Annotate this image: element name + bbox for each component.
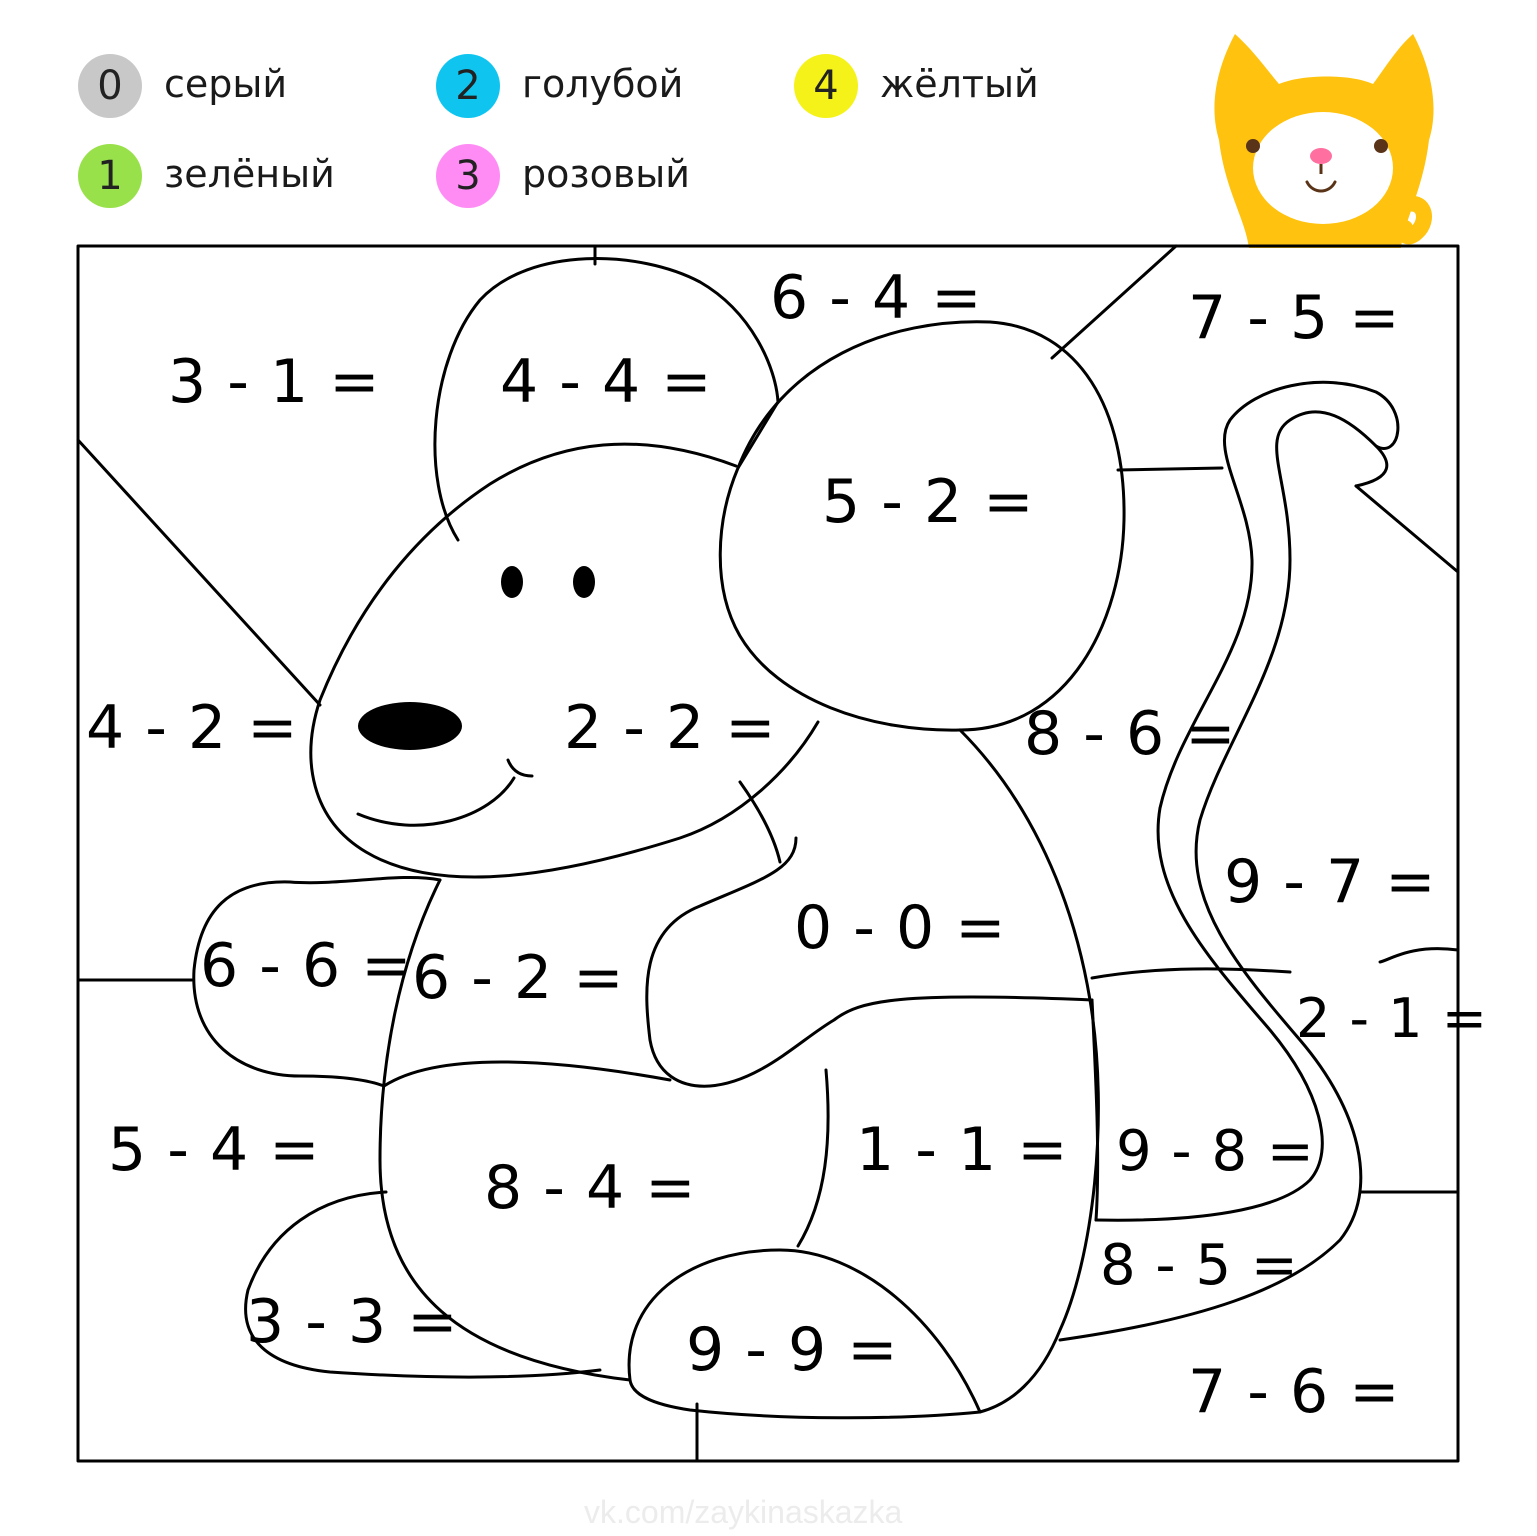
divider-top-right <box>1052 246 1176 358</box>
equation-9: 9 - 7 = <box>1224 847 1437 917</box>
mouse-head <box>311 444 818 877</box>
mouse-smile-dimple <box>508 760 532 776</box>
equation-12: 6 - 2 = <box>412 943 625 1013</box>
legend-label-pink: розовый <box>522 152 690 196</box>
divider-right-ear <box>1118 468 1222 470</box>
equation-13: 2 - 1 = <box>1296 987 1488 1050</box>
equation-3: 6 - 4 = <box>770 263 983 333</box>
color-swatch-pink: 3 <box>436 144 500 208</box>
equation-10: 0 - 0 = <box>794 893 1007 963</box>
equation-15: 1 - 1 = <box>856 1115 1069 1185</box>
equation-19: 3 - 3 = <box>246 1287 459 1357</box>
mouse-eye-right <box>573 566 595 598</box>
mouse-eye-left <box>501 566 523 598</box>
legend-label-yellow: жёлтый <box>880 62 1039 106</box>
mouse-body-right <box>960 730 1098 1412</box>
equation-8: 8 - 6 = <box>1024 699 1237 769</box>
equation-5: 5 - 2 = <box>822 467 1035 537</box>
legend-label-gray: серый <box>164 62 288 106</box>
equation-21: 7 - 6 = <box>1188 1357 1401 1427</box>
divider-left-diagonal <box>78 440 320 705</box>
equation-6: 4 - 2 = <box>86 693 299 763</box>
mouse-belly-line <box>384 1062 670 1086</box>
equation-11: 6 - 6 = <box>200 931 413 1001</box>
mouse-leg-line <box>798 1070 828 1246</box>
equation-20: 9 - 9 = <box>686 1315 899 1385</box>
watermark: vk.com/zaykinaskazka <box>584 1494 903 1530</box>
equation-18: 8 - 5 = <box>1100 1233 1299 1298</box>
color-swatch-yellow: 4 <box>794 54 858 118</box>
mouse-smile <box>358 778 514 825</box>
equation-2: 4 - 4 = <box>500 347 713 417</box>
color-swatch-blue: 2 <box>436 54 500 118</box>
equation-1: 3 - 1 = <box>168 347 381 417</box>
color-swatch-gray: 0 <box>78 54 142 118</box>
equation-16: 9 - 8 = <box>1116 1119 1315 1184</box>
mouse-tail-inner <box>1096 382 1398 1220</box>
legend-label-blue: голубой <box>522 62 684 106</box>
divider-right-mid <box>1092 969 1290 978</box>
equation-7: 2 - 2 = <box>564 693 777 763</box>
equation-4: 7 - 5 = <box>1188 283 1401 353</box>
equation-14: 5 - 4 = <box>108 1115 321 1185</box>
divider-right-bottom <box>1380 949 1458 962</box>
color-swatch-green: 1 <box>78 144 142 208</box>
mouse-nose <box>358 702 462 750</box>
divider-right-corner <box>1356 486 1458 572</box>
equation-17: 8 - 4 = <box>484 1153 697 1223</box>
mouse-chest-line <box>740 782 780 862</box>
legend-label-green: зелёный <box>164 152 335 196</box>
